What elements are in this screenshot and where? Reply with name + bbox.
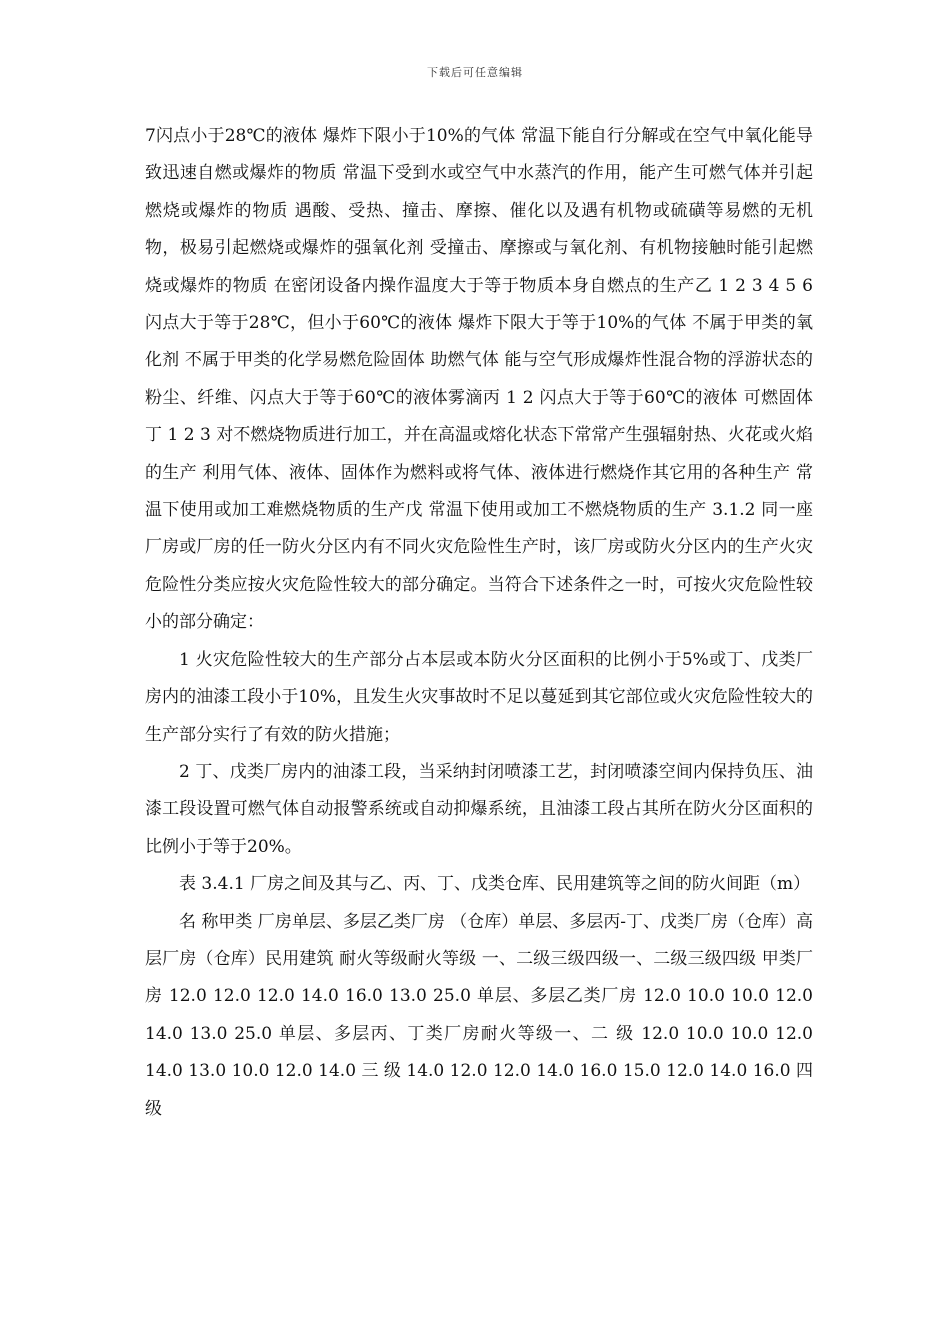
paragraph-condition-1: 1 火灾危险性较大的生产部分占本层或本防火分区面积的比例小于5%或丁、戊类厂房内的油漆工段小于10%，且发生火灾事故时不足以蔓延到其它部位或火灾危险性较大的生产部分实行了有效的防火措施；: [145, 649, 813, 745]
document-body: [145, 118, 813, 1128]
page-header: 下载后可任意编辑: [427, 66, 523, 79]
table-content-text: 名 称甲类 厂房单层、多层乙类厂房 （仓库）单层、多层丙-丁、戊类厂房（仓库）高层厂房（仓库）民用建筑 耐火等级耐火等级 一、二级三级四级一、二级三级四级 甲类厂房 12.0 12.0 12.0 14.0 16.0 13.0 25.0 单层、多层乙类厂房 12.0 10.0 10.0 12.0 14.0 13.0 25.0 单层、多层丙、丁类厂房耐火等级一、二 级 12.0 10.0 10.0 12.0 14.0 13.0 10.0 12.0 14.0 三 级 14.0 12.0 12.0 14.0 16.0 15.0 12.0 14.0 16.0 四 级: [145, 911, 813, 1119]
table-caption: 表 3.4.1 厂房之间及其与乙、丙、丁、戊类仓库、民用建筑等之间的防火间距（m）: [179, 874, 811, 895]
paragraph-condition-2: 2 丁、戊类厂房内的油漆工段，当采纳封闭喷漆工艺，封闭喷漆空间内保持负压、油漆工段设置可燃气体自动报警系统或自动抑爆系统，且油漆工段占其所在防火分区面积的比例小于等于20%。: [145, 761, 813, 857]
paragraph-fire-hazard-classification: 7闪点小于28℃的液体 爆炸下限小于10%的气体 常温下能自行分解或在空气中氧化能导致迅速自燃或爆炸的物质 常温下受到水或空气中水蒸汽的作用，能产生可燃气体并引起燃烧或爆炸的物质 遇酸、受热、撞击、摩擦、催化以及遇有机物或硫磺等易燃的无机物，极易引起燃烧或爆炸的强氧化剂 受撞击、摩擦或与氧化剂、有机物接触时能引起燃烧或爆炸的物质 在密闭设备内操作温度大于等于物质本身自燃点的生产乙 1 2 3 4 5 6 闪点大于等于28℃，但小于60℃的液体 爆炸下限大于等于10%的气体 不属于甲类的氧化剂 不属于甲类的化学易燃危险固体 助燃气体 能与空气形成爆炸性混合物的浮游状态的粉尘、纤维、闪点大于等于60℃的液体雾滴丙 1 2 闪点大于等于60℃的液体 可燃固体丁 1 2 3 对不燃烧物质进行加工，并在高温或熔化状态下常常产生强辐射热、火花或火焰的生产 利用气体、液体、固体作为燃料或将气体、液体进行燃烧作其它用的各种生产 常温下使用或加工难燃烧物质的生产戊 常温下使用或加工不燃烧物质的生产 3.1.2 同一座厂房或厂房的任一防火分区内有不同火灾危险性生产时，该厂房或防火分区内的生产火灾危险性分类应按火灾危险性较大的部分确定。当符合下述条件之一时，可按火灾危险性较小的部分确定：: [145, 126, 813, 633]
